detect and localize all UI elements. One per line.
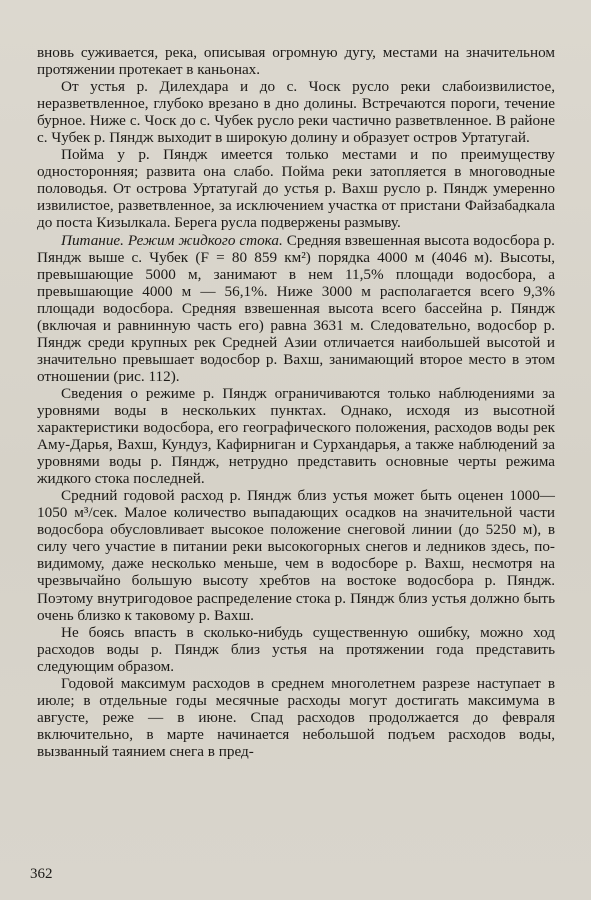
body-text	[37, 44, 555, 760]
paragraph: Пойма у р. Пяндж имеется только местами и по преимуществу односторонняя; развита она слабо. Пойма реки затопляется в многоводные половодья. От острова Уртатугай до устья р. Вахш русло р. Пяндж умеренно извилистое, разветвленное, за исключением участка от пристани Файзабадкала до поста Кизылкала. Берега русла подвержены размыву.	[37, 146, 555, 232]
paragraph: От устья р. Дилехдара и до с. Чоск русло реки слабоизвилистое, неразветвленное, глубоко врезано в дно долины. Встречаются пороги, течение бурное. Ниже с. Чоск до с. Чубек русло реки частично разветвленное. В районе с. Чубек р. Пяндж выходит в широкую долину и образует остров Уртатугай.	[37, 78, 555, 147]
page-number: 362	[30, 866, 53, 882]
paragraph: Не боясь впасть в сколько-нибудь существенную ошибку, можно ход расходов воды р. Пяндж близ устья на протяжении года представить следующим образом.	[37, 623, 555, 675]
paragraph: Средний годовой расход р. Пяндж близ устья может быть оценен 1000—1050 м³/сек. Малое количество выпадающих осадков на значительной части водосбора обусловливает высокое положение снеговой линии (до 5250 м), в силу чего участие в питании реки высокогорных снегов и ледников здесь, по-видимому, даже несколько меньше, чем в водосборе р. Вахш, несмотря на чрезвычайно большую высоту хребтов на востоке водосбора р. Пяндж. Поэтому внутригодовое распределение стока р. Пяндж близ устья должно быть очень близко к таковому р. Вахш.	[37, 487, 555, 624]
paragraph-supply-regime	[37, 232, 555, 385]
paragraph: вновь суживается, река, описывая огромную дугу, местами на значительном протяжении протекает в каньонах.	[37, 44, 555, 79]
paragraph-text: Средняя взвешенная высота водосбора р. Пяндж выше с. Чубек (F = 80 859 км²) порядка 4000 м (4046 м). Высоты, превышающие 5000 м, занимают в нем 11,5% площади водосбора, а превышающие 4000 м — 56,1%. Ниже 3000 м располагается всего 9,3% площади водосбора. Средняя взвешенная высота всего бассейна р. Пяндж (включая и равнинную часть его) равна 3631 м. Следовательно, водосбор р. Пяндж среди крупных рек Средней Азии отличается наибольшей высотой и значительно превышает водосбор р. Вахш, занимающий второе место в этом отношении (рис. 112).	[37, 231, 555, 385]
paragraph: Сведения о режиме р. Пяндж ограничиваются только наблюдениями за уровнями воды в нескольких пунктах. Однако, исходя из высотной характеристики водосбора, его географического положения, расходов воды рек Аму-Дарья, Вахш, Кундуз, Кафирниган и Сурхандарья, а также наблюдений за уровнями воды р. Пяндж, нетрудно представить основные черты режима жидкого стока последней.	[37, 384, 555, 488]
paragraph: Годовой максимум расходов в среднем многолетнем разрезе наступает в июле; в отдельные годы месячные расходы могут достигать максимума в августе, реже — в июне. Спад расходов продолжается до февраля включительно, в марте начинается небольшой подъем расходов воды, вызванный таянием снега в пред-	[37, 674, 555, 760]
section-heading-inline: Питание. Режим жидкого стока.	[61, 231, 283, 249]
